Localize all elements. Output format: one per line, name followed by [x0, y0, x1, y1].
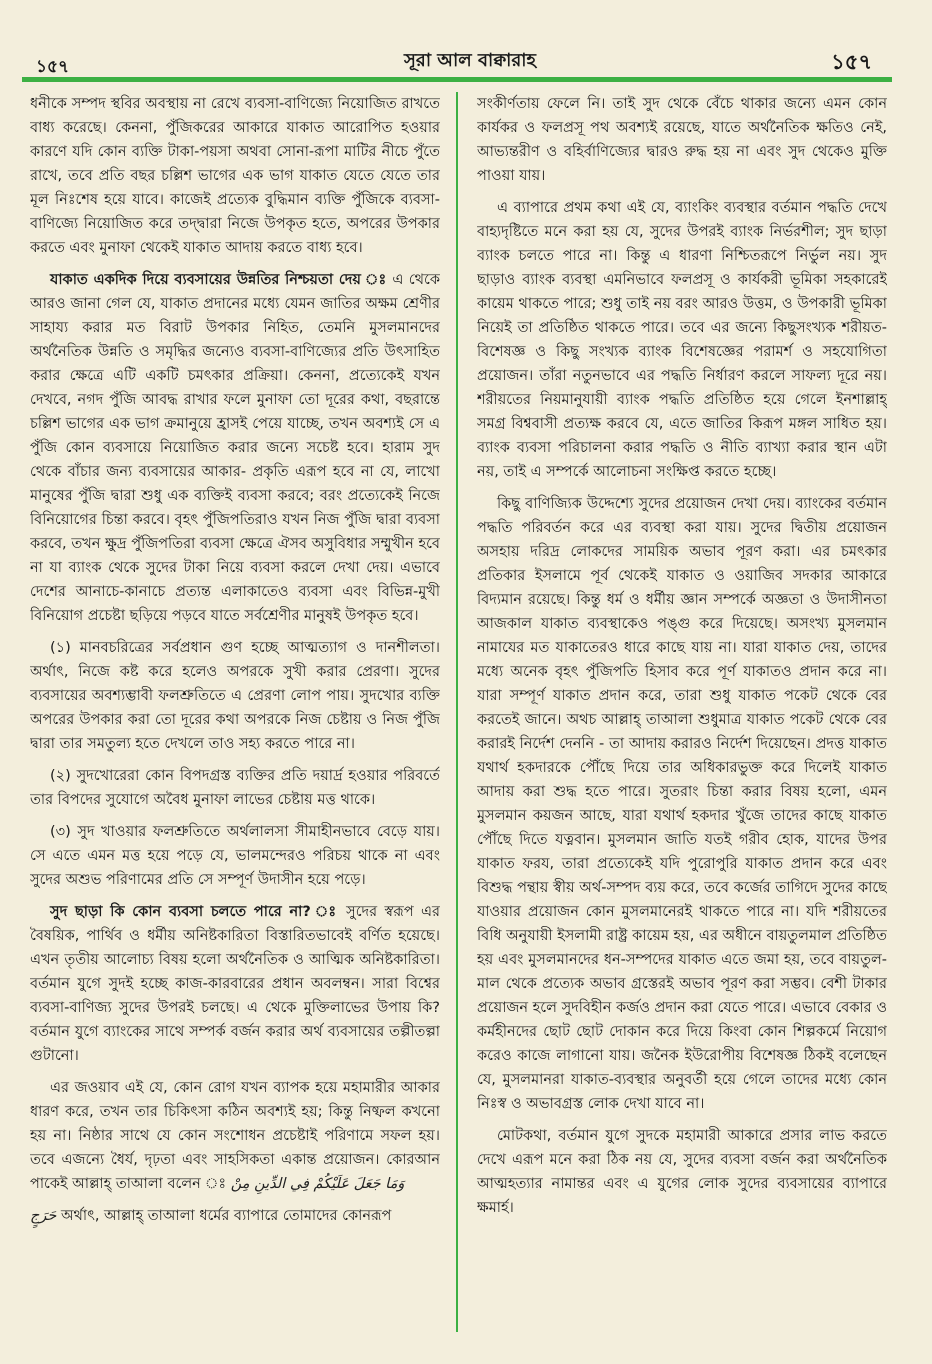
left-paragraph-8-body: অর্থাৎ, আল্লাহ্ তাআলা ধর্মের ব্যাপারে তোমাদের কোনরূপ: [60, 1208, 392, 1224]
left-paragraph-2: [30, 268, 440, 628]
left-paragraph-8: [30, 1204, 440, 1228]
left-paragraph-7: [30, 1076, 440, 1196]
left-paragraph-1: ধনীকে সম্পদ স্থবির অবস্থায় না রেখে ব্যবসা-বাণিজ্যে নিয়োজিত রাখতে বাধ্য করেছে। কেননা, পুঁজিকরের আকারে যাকাত আরোপিত হওয়ার কারণে যদি কোন ব্যক্তি টাকা-পয়সা অথবা সোনা-রূপা মাটির নীচে পুঁতে রাখে, তবে প্রতি বছর চল্লিশ ভাগের এক ভাগ যাকাত যেতে যেতে তার মূল নিঃশেষ হয়ে যাবে। কাজেই প্রত্যেক বুদ্ধিমান ব্যক্তি পুঁজিকে ব্যবসা-বাণিজ্যে নিয়োজিত করে তদ্দ্বারা নিজে উপকৃত হতে, অপরের উপকার করতে এবং মুনাফা থেকেই যাকাত আদায় করতে বাধ্য হবে।: [30, 96, 440, 256]
left-column: [30, 92, 440, 1332]
column-divider: [456, 92, 458, 1332]
left-paragraph-6: [30, 900, 440, 1068]
right-paragraph-3: কিছু বাণিজ্যিক উদ্দেশ্যে সুদের প্রয়োজন দেখা দেয়। ব্যাংকের বর্তমান পদ্ধতি পরিবর্তন করে এর ব্যবস্থা করা যায়। সুদের দ্বিতীয় প্রয়োজন অসহায় দরিদ্র লোকদের সাময়িক অভাব পূরণ করা। এর চমৎকার প্রতিকার ইসলামে পূর্ব থেকেই যাকাত ও ওয়াজিব সদকার আকারে বিদ্যমান রয়েছে। কিন্তু ধর্ম ও ধর্মীয় জ্ঞান সম্পর্কে অজ্ঞতা ও উদাসীনতা আজকাল যাকাত ব্যবস্থাকেও পঙ্গু করে দিয়েছে। অসংখ্য মুসলমান নামাযের মত যাকাতেরও ধারে কাছে যায় না। যারা যাকাত দেয়, তাদের মধ্যে অনেক বৃহৎ পুঁজিপতি হিসাব করে পূর্ণ যাকাতও প্রদান করে না। যারা সম্পূর্ণ যাকাত প্রদান করে, তারা শুধু যাকাত পকেট থেকে বের করতেই জানে। অথচ আল্লাহ্ তাআলা শুধুমাত্র যাকাত পকেট থেকে বের করারই নির্দেশ দেননি - তা আদায় করারও নির্দেশ দিয়েছেন। প্রদত্ত যাকাত যথার্থ হকদারকে পৌঁছে দিয়ে তার অধিকারভুক্ত করে দিলেই যাকাত আদায় করা শুদ্ধ হতে পারে। সুতরাং চিন্তা করার বিষয় হলো, এমন মুসলমান কয়জন আছে, যারা যথার্থ হকদার খুঁজে তাদের কাছে যাকাত পৌঁছে দিতে যত্নবান। মুসলমান জাতি যতই গরীব হোক, যাদের উপর যাকাত ফরয, তারা প্রত্যেকেই যদি পুরোপুরি যাকাত প্রদান করে এবং বিশুদ্ধ পন্থায় স্বীয় অর্থ-সম্পদ ব্যয় করে, তবে কর্জের তাগিদে সুদের কাছে যাওয়ার প্রয়োজন কোন মুসলমানেরই থাকতে পারে না। যদি শরীয়তের বিধি অনুযায়ী ইসলামী রাষ্ট্র কায়েম হয়, এর অধীনে বায়তুলমাল প্রতিষ্ঠিত হয় এবং মুসলমানদের ধন-সম্পদের যাকাত এতে জমা হয়, তবে বায়তুল-মাল থেকে প্রত্যেক অভাব গ্রস্তেরই অভাব পূরণ করা সম্ভব। বেশী টাকার প্রয়োজন হলে সুদবিহীন কর্জও প্রদান করা যেতে পারে। এভাবে বেকার ও কর্মহীনদের ছোট ছোট দোকান করে দিয়ে কিংবা কোন শিল্পকর্মে নিয়োগ করেও কাজে লাগানো যায়। জনৈক ইউরোপীয় বিশেষজ্ঞ ঠিকই বলেছেন যে, মুসলমানরা যাকাত-ব্যবস্থার অনুবর্তী হয়ে গেলে তাদের মধ্যে কোন নিঃস্ব ও অভাবগ্রস্ত লোক দেখা যাবে না।: [477, 496, 887, 1112]
left-paragraph-2-body: এ থেকে আরও জানা গেল যে, যাকাত প্রদানের মধ্যে যেমন জাতির অক্ষম শ্রেণীর সাহায্য করার মত বিরাট উপকার নিহিত, তেমনি মুসলমানদের অর্থনৈতিক উন্নতি ও সমৃদ্ধির জন্যেও ব্যবসা-বাণিজ্যের প্রতি উৎসাহিত করার ক্ষেত্রে এটি একটি চমৎকার প্রক্রিয়া। কেননা, প্রত্যেকেই যখন দেখবে, নগদ পুঁজি আবদ্ধ রাখার ফলে মুনাফা তো দূরের কথা, বছরান্তে চল্লিশ ভাগের এক ভাগ ক্রমানুয়ে হ্রাসই পেয়ে যাচ্ছে, তখন অবশ্যই সে এ পুঁজি কোন ব্যবসায়ে নিয়োজিত করার জন্যে সচেষ্ট হবে। হারাম সুদ থেকে বাঁচার জন্য ব্যবসায়ের আকার- প্রকৃতি এরূপ হবে না যে, লাখো মানুষের পুঁজি দ্বারা শুধু এক ব্যক্তিই ব্যবসা করবে; বরং প্রত্যেকেই নিজে বিনিয়োগের চিন্তা করবে। বৃহৎ পুঁজিপতিরাও যখন নিজ পুঁজি দ্বারা ব্যবসা করবে, তখন ক্ষুদ্র পুঁজিপতিরা ব্যবসা ক্ষেত্রে ঐসব অসুবিধার সম্মুখীন হবে না যা ব্যাংক থেকে সুদের টাকা নিয়ে ব্যবসা করলে দেখা দেয়। এভাবে দেশের আনাচে-কানাচে প্রত্যন্ত এলাকাতেও ব্যবসা এবং বিভিন্ন-মুখী বিনিয়োগ প্রচেষ্টা ছড়িয়ে পড়বে যাতে সর্বশ্রেণীর মানুষই উপকৃত হবে।: [30, 272, 440, 624]
right-column: [477, 92, 887, 1332]
quran-verse-arabic-end: حَرَجٍ: [30, 1208, 57, 1224]
left-paragraph-4: (২) সুদখোরেরা কোন বিপদগ্রস্ত ব্যক্তির প্রতি দয়ার্দ্র হওয়ার পরিবর্তে তার বিপদের সুযোগে অবৈধ মুনাফা লাভের চেষ্টায় মত্ত থাকে।: [30, 768, 440, 808]
header-rule: [22, 77, 892, 82]
no-business-without-interest-heading: সুদ ছাড়া কি কোন ব্যবসা চলতে পারে না? ঃ: [50, 904, 339, 920]
page-number-left: ১৫৭: [36, 57, 70, 77]
surah-title: সূরা আল বাক্বারাহ: [404, 50, 536, 71]
right-paragraph-1: সংকীর্ণতায় ফেলে নি। তাই সুদ থেকে বেঁচে থাকার জন্যে এমন কোন কার্যকর ও ফলপ্রসূ পথ অবশ্যই রয়েছে, যাতে অর্থনৈতিক ক্ষতিও নেই, আভ্যন্তরীণ ও বহির্বাণিজ্যের দ্বারও রুদ্ধ হয় না এবং সুদ থেকেও মুক্তি পাওয়া যায়।: [477, 96, 887, 184]
left-paragraph-6-body: সুদের স্বরূপ এর বৈষয়িক, পার্থিব ও ধর্মীয় অনিষ্টকারিতা বিস্তারিতভাবেই বর্ণিত হয়েছে। এখন তৃতীয় আলোচ্য বিষয় হলো অর্থনৈতিক ও আত্মিক অনিষ্টকারিতা। বর্তমান যুগে সুদই হচ্ছে কাজ-কারবারের প্রধান অবলম্বন। সারা বিশ্বের ব্যবসা-বাণিজ্য সুদের উপরই চলছে। এ থেকে মুক্তিলাভের উপায় কি? বর্তমান যুগে ব্যাংকের সাথে সম্পর্ক বর্জন করার অর্থ ব্যবসায়ের তল্পীতল্পা গুটানো।: [30, 904, 440, 1064]
right-paragraph-4: মোটকথা, বর্তমান যুগে সুদকে মহামারী আকারে প্রসার লাভ করতে দেখে এরূপ মনে করা ঠিক নয় যে, সুদের ব্যবসা বর্জন করা অর্থনৈতিক আত্মহত্যার নামান্তর এবং এ যুগের লোক সুদের ব্যবসায়ের ব্যাপারে ক্ষমার্হ।: [477, 1128, 887, 1216]
quran-verse-arabic: وَمَا جَعَلَ عَلَيْكُمْ فِي الدِّينِ مِنْ: [230, 1176, 405, 1192]
zakat-business-heading: যাকাত একদিক দিয়ে ব্যবসায়ের উন্নতির নিশ্চয়তা দেয় ঃ: [50, 272, 387, 288]
left-paragraph-7-body: এর জওয়াব এই যে, কোন রোগ যখন ব্যাপক হয়ে মহামারীর আকার ধারণ করে, তখন তার চিকিৎসা কঠিন অবশ্যই হয়; কিন্তু নিষ্ফল কখনো হয় না। নিষ্ঠার সাথে যে কোন সংশোধন প্রচেষ্টাই পরিণামে সফল হয়। তবে এজন্যে ধৈর্য, দৃঢ়তা এবং সাহসিকতা একান্ত প্রয়োজন। কোরআন পাকেই আল্লাহ্ তাআলা বলেন ঃ: [30, 1080, 440, 1192]
right-paragraph-2: এ ব্যাপারে প্রথম কথা এই যে, ব্যাংকিং ব্যবস্থার বর্তমান পদ্ধতি দেখে বাহ্যদৃষ্টিতে মনে করা হয় যে, সুদের উপরই ব্যাংক নির্ভরশীল; সুদ ছাড়া ব্যাংক চলতে পারে না। কিন্তু এ ধারণা নিশ্চিতরূপে নির্ভুল নয়। সুদ ছাড়াও ব্যাংক ব্যবস্থা এমনিভাবে ফলপ্রসূ ও কার্যকরী ভূমিকা সহকারেই কায়েম থাকতে পারে; শুধু তাই নয় বরং আরও উত্তম, ও উপকারী ভূমিকা নিয়েই তা প্রতিষ্ঠিত থাকতে পারে। তবে এর জন্যে কিছুসংখ্যক শরীয়ত-বিশেষজ্ঞ ও কিছু সংখ্যক ব্যাংক বিশেষজ্ঞের পরামর্শ ও সহযোগিতা প্রয়োজন। তাঁরা নতুনভাবে এর পদ্ধতি নির্ধারণ করলে সাফল্য দূরে নয়। শরীয়তের নিয়মানুযায়ী ব্যাংক পদ্ধতি প্রতিষ্ঠিত হয়ে গেলে ইনশাল্লাহ্ সমগ্র বিশ্ববাসী প্রত্যক্ষ করবে যে, এতে জাতির কিরূপ মঙ্গল সাধিত হয়। ব্যাংক ব্যবসা পরিচালনা করার পদ্ধতি ও নীতি ব্যাখ্যা করার স্থান এটা নয়, তাই এ সম্পর্কে আলোচনা সংক্ষিপ্ত করতে হচ্ছে।: [477, 200, 887, 480]
left-paragraph-5: (৩) সুদ খাওয়ার ফলশ্রুতিতে অর্থলালসা সীমাহীনভাবে বেড়ে যায়। সে এতে এমন মত্ত হয়ে পড়ে যে, ভালমন্দেরও পরিচয় থাকে না এবং সুদের অশুভ পরিণামের প্রতি সে সম্পূর্ণ উদাসীন হয়ে পড়ে।: [30, 824, 440, 888]
page-number-right: ১৫৭: [831, 50, 872, 74]
left-paragraph-3: (১) মানবচরিত্রের সর্বপ্রধান গুণ হচ্ছে আত্মত্যাগ ও দানশীলতা। অর্থাৎ, নিজে কষ্ট করে হলেও অপরকে সুখী করার প্রেরণা। সুদের ব্যবসায়ের অবশ্যম্ভাবী ফলশ্রুতিতে এ প্রেরণা লোপ পায়। সুদখোর ব্যক্তি অপরের উপকার করা তো দূরের কথা অপরকে নিজ চেষ্টায় ও নিজ পুঁজি দ্বারা তার সমতুল্য হতে দেখলে তাও সহ্য করতে পারে না।: [30, 640, 440, 752]
